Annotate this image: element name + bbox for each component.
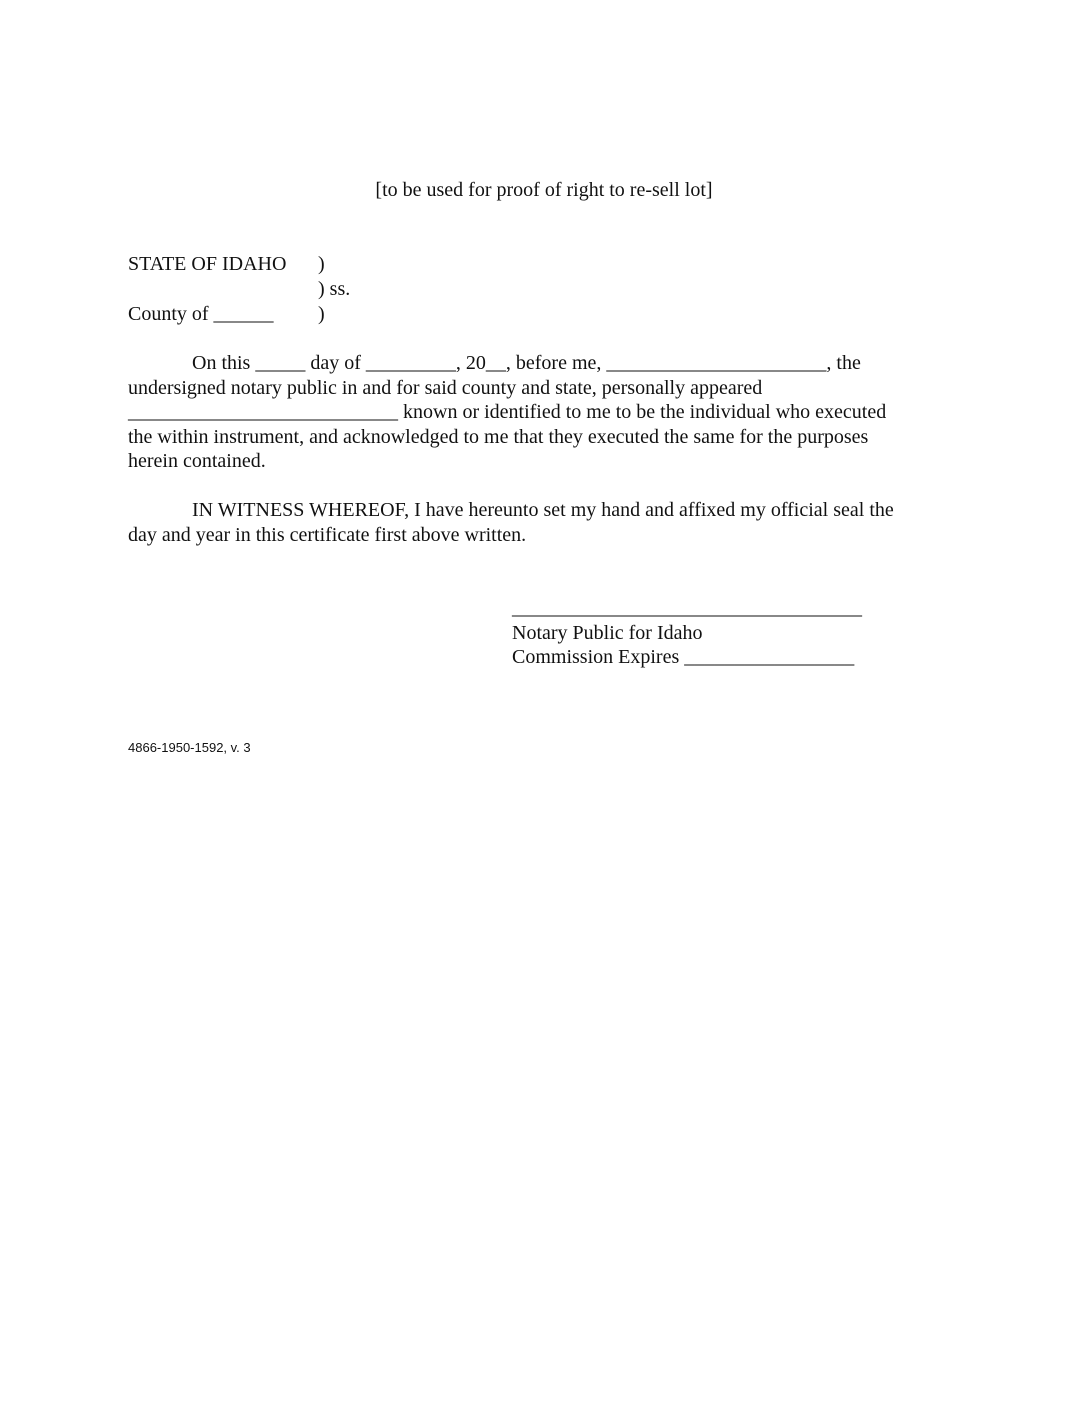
acknowledgment-line: herein contained. (128, 450, 266, 472)
venue-paren-3: ) (318, 303, 325, 325)
acknowledgment-line: the within instrument, and acknowledged to me that they executed the same for the purposes (128, 425, 869, 448)
state-label: STATE OF IDAHO (128, 253, 287, 275)
acknowledgment-line: On this _____ day of _________, 20__, before me, ______________________, the (192, 352, 861, 374)
venue-paren-1: ) (318, 253, 325, 275)
document-id: 4866-1950-1592, v. 3 (128, 740, 251, 755)
acknowledgment-line: undersigned notary public in and for said county and state, personally appeared (128, 376, 763, 399)
witness-line: day and year in this certificate first above written. (128, 523, 527, 546)
signature-line: ___________________________________ (512, 597, 862, 619)
notary-title: Notary Public for Idaho (512, 622, 703, 644)
witness-paragraph (128, 498, 948, 547)
acknowledgment-line: ___________________________ known or identified to me to be the individual who executed (128, 401, 887, 423)
acknowledgment-paragraph (128, 351, 948, 474)
document-heading: [to be used for proof of right to re-sell lot] (375, 179, 713, 201)
county-label: County of ______ (128, 303, 274, 325)
venue-paren-ss: ) ss. (318, 278, 351, 300)
witness-line: IN WITNESS WHEREOF, I have hereunto set my hand and affixed my official seal the (192, 499, 894, 521)
commission-expires: Commission Expires _________________ (512, 646, 855, 668)
